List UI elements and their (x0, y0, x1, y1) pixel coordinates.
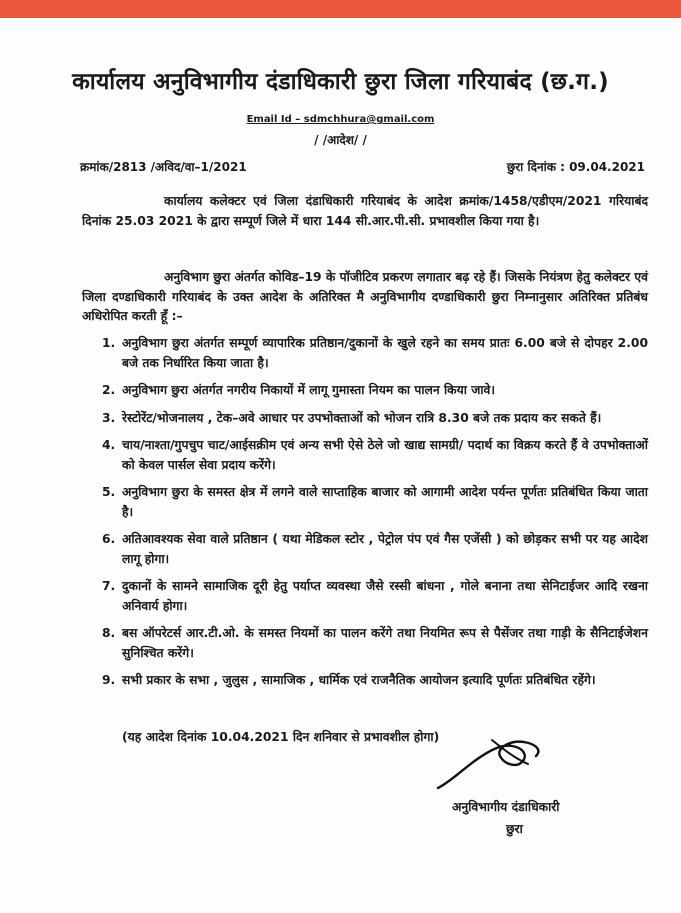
list-item: 1. अनुविभाग छुरा अंतर्गत सम्पूर्ण व्यापारिक प्रतिष्ठान/दुकानों के खुले रहने का समय प्रातः 6.00 बजे से दोपहर 2.00 बजे तक निर्धारित किया जाता है। (102, 336, 648, 370)
handwritten-signature (432, 730, 552, 798)
paragraph-reference-order: कार्यालय कलेक्टर एवं जिला दंडाधिकारी गरियाबंद के आदेश क्रमांक/1458/एडीएम/2021 गरियाबंद दिनांक 25.03 2021 के द्वारा सम्पूर्ण जिले में धारा 144 सी.आर.पी.सी. प्रभावशील किया गया है। (82, 194, 648, 228)
list-item: 7. दुकानों के सामने सामाजिक दूरी हेतु पर्याप्त व्यवस्था जैसे रस्सी बांधना , गोले बनाना तथा सेनिटाईजर आदि रखना अनिवार्य होगा। (102, 579, 648, 613)
list-item: 2. अनुविभाग छुरा अंतर्गत नगरीय निकायों में लागू गुमास्ता नियम का पालन किया जावे। (102, 383, 496, 397)
order-heading: / /आदेश/ / (314, 133, 367, 147)
signatory-place: छुरा (506, 822, 523, 836)
email-id: Email Id – sdmchhura@gmail.com (246, 114, 435, 125)
list-item: 3. रेस्टोरेंट/भोजनालय , टेक–अवे आधार पर उपभोक्ताओं को भोजन रात्रि 8.30 बजे तक प्रदाय कर सकते हैं। (102, 410, 602, 425)
list-item: 5. अनुविभाग छुरा के समस्त क्षेत्र में लगने वाले साप्ताहिक बाजार को आगामी आदेश पर्यन्त पूर्णतः प्रतिबंधित किया जाता है। (102, 485, 648, 519)
effective-date-note: (यह आदेश दिनांक 10.04.2021 दिन शनिवार से प्रभावशील होगा) (122, 730, 440, 744)
list-item: 6. अतिआवश्यक सेवा वाले प्रतिष्ठान ( यथा मेडिकल स्टोर , पेट्रोल पंप एवं गैस एजेंसी ) को छोड़कर सभी पर यह आदेश लागू होगा। (102, 532, 648, 566)
signatory-title: अनुविभागीय दंडाधिकारी (452, 800, 560, 814)
office-title: कार्यालय अनुविभागीय दंडाधिकारी छुरा जिला गरियाबंद (छ.ग.) (72, 69, 609, 95)
header-color-bar (0, 0, 681, 18)
list-item: 8. बस ऑपरेटर्स आर.टी.ओ. के समस्त नियमों का पालन करेंगे तथा नियमित रूप से पैसेंजर तथा गाड़ी के सैनिटाईजेशन सुनिश्चित करेंगे। (102, 626, 648, 660)
paragraph-restrictions-intro: अनुविभाग छुरा अंतर्गत कोविड–19 के पॉजीटिव प्रकरण लगातार बढ़ रहे हैं। जिसके नियंत्रण हेतु कलेक्टर एवं जिला दण्डाधिकारी गरियाबंद के उक्त आदेश के अतिरिक्त मै अनुविभागीय दण्डाधिकारी छुरा निम्नानुसार अतिरिक्त प्रतिबंध अधिरोपित करती हूँ :– (82, 270, 648, 323)
reference-number: क्रमांक/2813 /अविद/वा–1/2021 (80, 160, 247, 174)
list-item: 9. सभी प्रकार के सभा , जुलुस , सामाजिक , धार्मिक एवं राजनैतिक आयोजन इत्यादि पूर्णतः प्रतिबंधित रहेंगे। (102, 673, 596, 687)
order-date: छुरा दिनांक : 09.04.2021 (506, 160, 645, 174)
restrictions-list (82, 334, 648, 699)
list-item: 4. चाय/नाश्ता/गुपचुप चाट/आईसक्रीम एवं अन्य सभी ऐसे ठेले जो खाद्य सामग्री/ पदार्थ का विक्रय करते हैं वे उपभोक्ताओं को केवल पार्सल सेवा प्रदाय करेंगे। (102, 438, 648, 472)
